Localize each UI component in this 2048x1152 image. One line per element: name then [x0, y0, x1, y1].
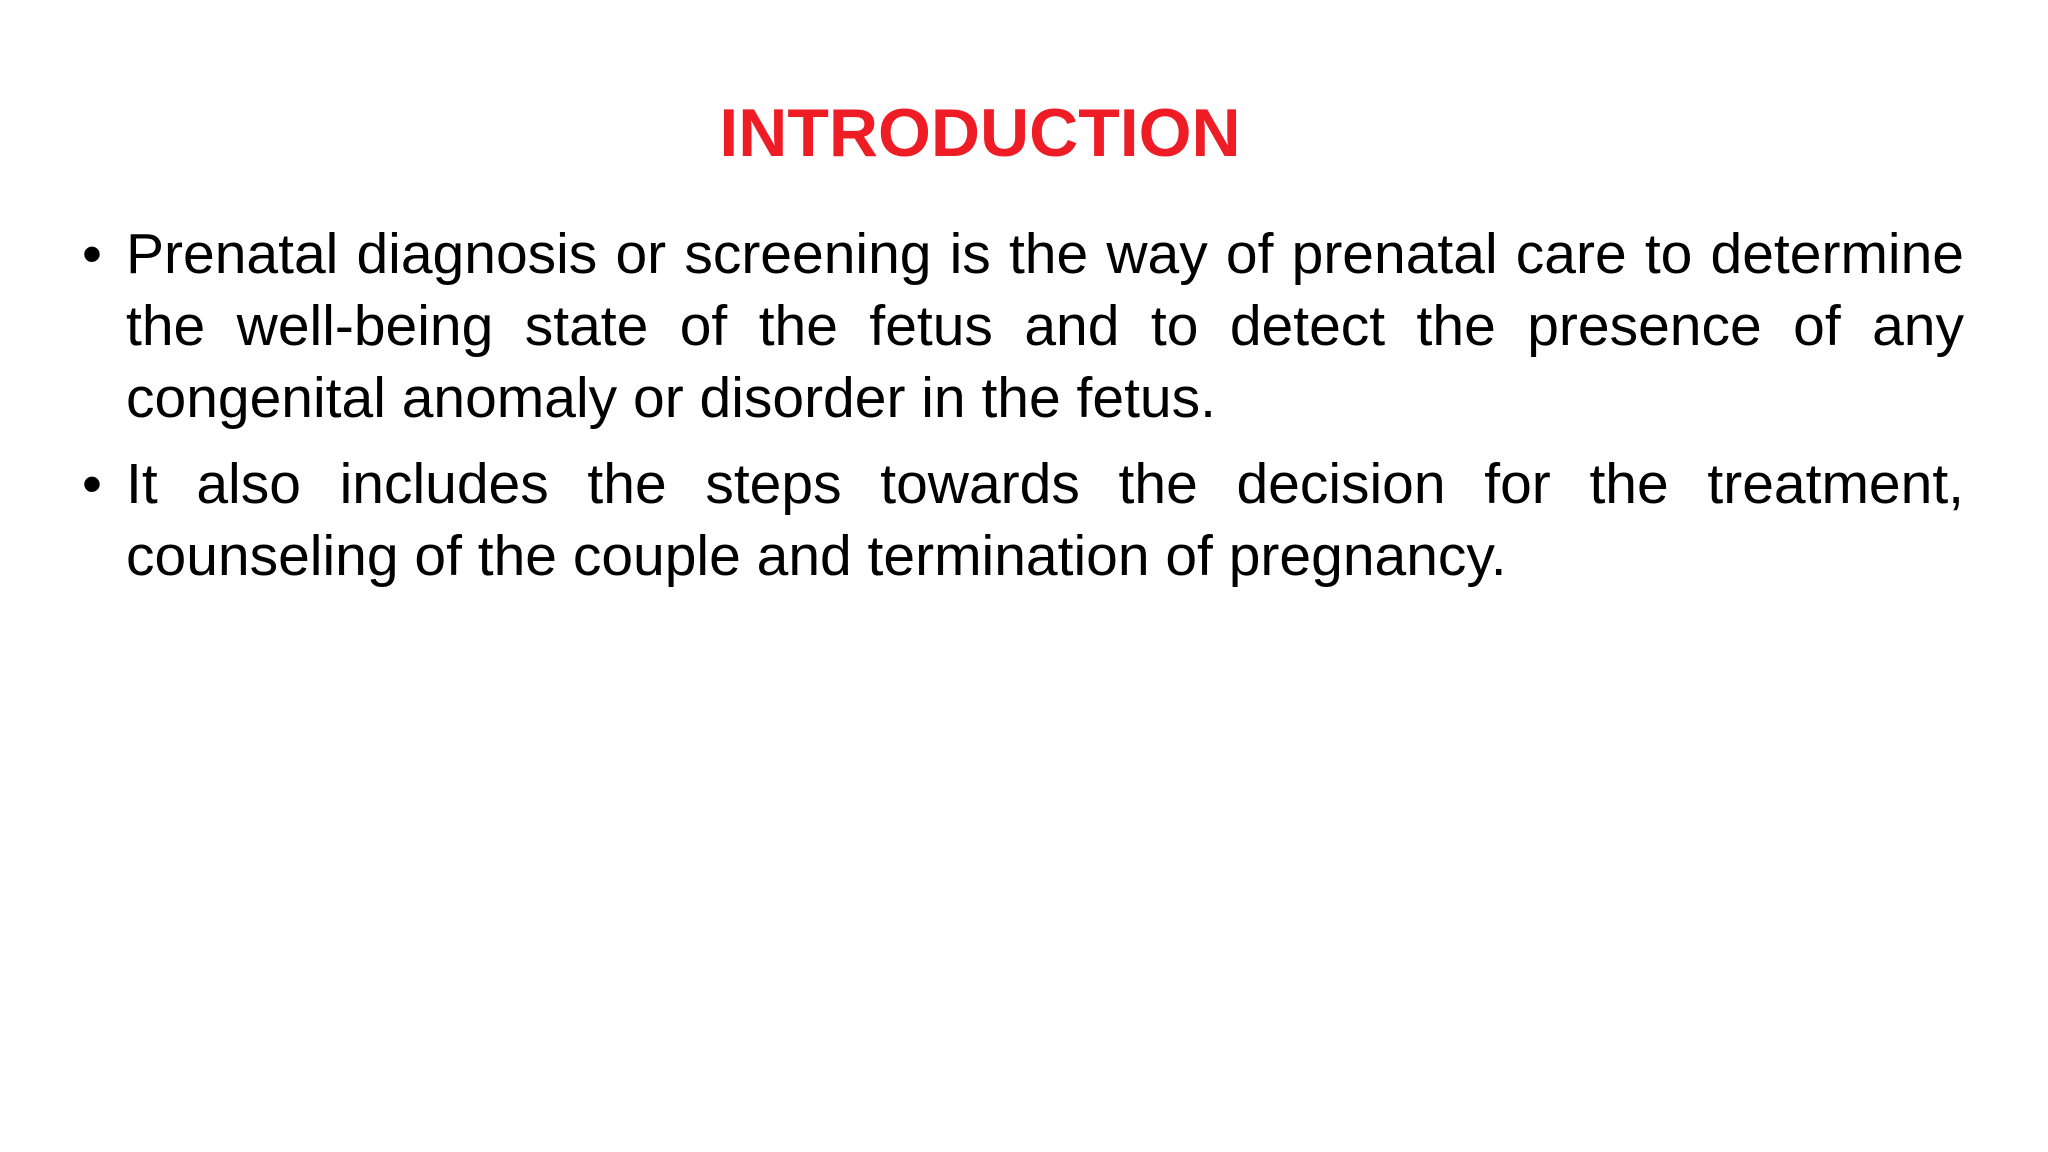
- slide-title: INTRODUCTION: [719, 95, 1241, 171]
- bullet-item: [82, 218, 1964, 434]
- bullet-list: [82, 218, 1964, 606]
- bullet-text: Prenatal diagnosis or screening is the way of prenatal care to determine the well-being state of the fetus and to detect the presence of any congenital anomaly or disorder in the fetus.: [126, 222, 1964, 430]
- bullet-item: [82, 448, 1964, 592]
- bullet-marker: •: [82, 452, 102, 516]
- bullet-text: It also includes the steps towards the decision for the treatment, counseling of the couple and termination of pregnancy.: [126, 452, 1964, 588]
- bullet-marker: •: [82, 222, 102, 286]
